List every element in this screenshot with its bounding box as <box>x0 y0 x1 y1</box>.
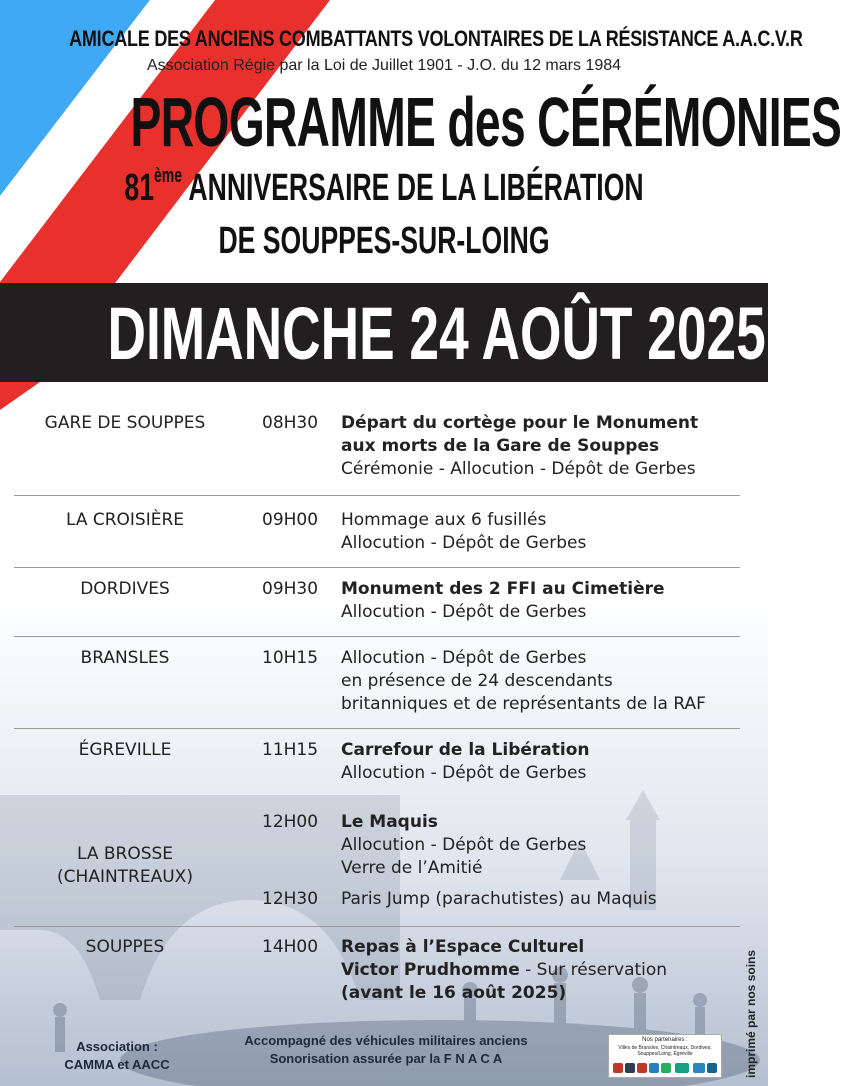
event-line: (avant le 16 août 2025) <box>341 983 567 1003</box>
partner-logo <box>613 1063 623 1073</box>
event-line <box>341 959 761 982</box>
event-line: Allocution - Dépôt de Gerbes <box>341 835 587 855</box>
event-line: Cérémonie - Allocution - Dépôt de Gerbes <box>341 459 696 479</box>
event-date: DIMANCHE 24 AOÛT 2025 <box>107 292 766 375</box>
event-line-rest: - Sur réservation <box>519 960 668 980</box>
place-la-croisiere: LA CROISIÈRE <box>65 510 185 530</box>
anniversary-suffix: ème <box>153 165 183 187</box>
anniversary-text: ANNIVERSAIRE DE LA LIBÉRATION <box>182 167 644 209</box>
partner-logo <box>637 1063 647 1073</box>
row-divider <box>14 636 740 637</box>
event-description <box>341 647 761 716</box>
event-line: Allocution - Dépôt de Gerbes <box>341 602 587 622</box>
row-divider <box>14 728 740 729</box>
place-egreville: ÉGREVILLE <box>78 740 172 760</box>
row-divider <box>14 567 740 568</box>
printed-by-note <box>742 930 766 1078</box>
town-title: DE SOUPPES-SUR-LOING <box>218 220 550 262</box>
event-line: Hommage aux 6 fusillés <box>341 510 547 530</box>
event-description <box>341 888 761 911</box>
event-line: Paris Jump (parachutistes) au Maquis <box>341 889 657 909</box>
partner-logo <box>675 1063 689 1073</box>
place-souppes: SOUPPES <box>85 937 165 957</box>
event-description <box>341 936 761 1005</box>
event-line: Verre de l’Amitié <box>341 858 483 878</box>
event-line: Monument des 2 FFI au Cimetière <box>341 579 665 599</box>
place-line: LA BROSSE <box>76 844 174 864</box>
partners-list: Villes de Bransles, Chaintreaux, Dordives, Souppes/Loing, Égreville <box>618 1045 712 1057</box>
time-1400: 14H00 <box>262 937 319 957</box>
partners-box <box>608 1034 722 1078</box>
place-gare-de-souppes: GARE DE SOUPPES <box>44 413 206 433</box>
time-1200: 12H00 <box>262 812 319 832</box>
event-line-bold: Victor Prudhomme <box>341 960 520 980</box>
anniversary-number: 81 <box>124 167 154 209</box>
time-0830: 08H30 <box>262 413 319 433</box>
event-description <box>341 578 761 624</box>
time-1115: 11H15 <box>262 740 319 760</box>
event-notes <box>206 1032 566 1068</box>
place-bransles: BRANSLES <box>80 648 170 668</box>
time-0900: 09H00 <box>262 510 319 530</box>
partner-logo <box>661 1063 671 1073</box>
partner-logo <box>693 1063 705 1073</box>
organization-title: AMICALE DES ANCIENS COMBATTANTS VOLONTAIRES DE LA RÉSISTANCE A.A.C.V.R <box>69 26 803 51</box>
event-description <box>341 739 761 785</box>
sound-note: Sonorisation assurée par la F N A C A <box>269 1051 503 1066</box>
event-description <box>341 412 761 481</box>
association-names: CAMMA et AACC <box>64 1057 170 1072</box>
time-1230: 12H30 <box>262 889 319 909</box>
time-1015: 10H15 <box>262 648 319 668</box>
time-0930: 09H30 <box>262 579 319 599</box>
association-credit <box>22 1038 212 1074</box>
partner-logo <box>625 1063 635 1073</box>
event-line: Repas à l’Espace Culturel <box>341 937 585 957</box>
event-description <box>341 509 761 555</box>
association-subtitle: Association Régie par la Loi de Juillet 1901 - J.O. du 12 mars 1984 <box>146 57 622 74</box>
anniversary-title <box>115 167 653 210</box>
event-line: Départ du cortège pour le Monument <box>341 413 699 433</box>
partner-logo <box>649 1063 659 1073</box>
event-line: en présence de 24 descendants <box>341 671 613 691</box>
printed-text: imprimé par nos soins <box>744 949 758 1078</box>
partner-logo <box>707 1063 717 1073</box>
place-la-brosse <box>14 843 236 889</box>
event-line: Allocution - Dépôt de Gerbes <box>341 763 587 783</box>
row-divider <box>14 926 740 927</box>
place-dordives: DORDIVES <box>80 579 170 599</box>
place-line: (CHAINTREAUX) <box>57 867 193 887</box>
partners-title: Nos partenaires : <box>642 1037 688 1043</box>
event-line: Allocution - Dépôt de Gerbes <box>341 648 587 668</box>
program-title: PROGRAMME des CÉRÉMONIES <box>130 83 841 161</box>
event-line: Carrefour de la Libération <box>341 740 590 760</box>
event-line: Le Maquis <box>341 812 438 832</box>
row-divider <box>14 495 740 496</box>
event-line: aux morts de la Gare de Souppes <box>341 436 660 456</box>
association-label: Association : <box>76 1039 158 1054</box>
event-line: britanniques et de représentants de la RAF <box>341 694 706 714</box>
vehicles-note: Accompagné des véhicules militaires anciens <box>244 1033 528 1048</box>
event-line: Allocution - Dépôt de Gerbes <box>341 533 587 553</box>
event-description <box>341 811 761 880</box>
